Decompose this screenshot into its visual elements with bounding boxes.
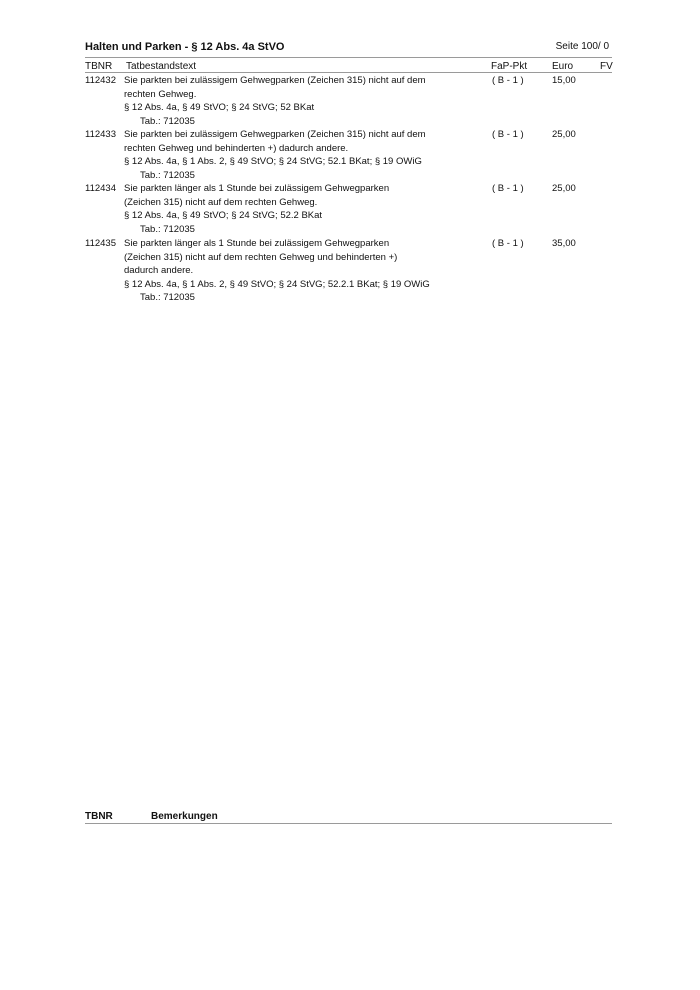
row-tbnr: 112434 [85, 183, 116, 194]
row-text-line: Sie parkten bei zulässigem Gehwegparken (Zeichen 315) nicht auf dem [124, 75, 426, 86]
row-description [124, 237, 454, 305]
row-tbnr: 112435 [85, 238, 116, 249]
column-header-euro: Euro [552, 61, 574, 72]
row-euro: 25,00 [552, 183, 576, 194]
page-title: Halten und Parken - § 12 Abs. 4a StVO [85, 41, 285, 53]
remarks-divider [85, 823, 612, 824]
row-points: ( B - 1 ) [492, 183, 524, 194]
row-points: ( B - 1 ) [492, 238, 524, 249]
row-description [124, 128, 454, 182]
remarks-label: Bemerkungen [151, 811, 218, 822]
column-header-fv: FV [600, 61, 613, 72]
row-text-line: (Zeichen 315) nicht auf dem rechten Gehweg und behinderten +) [124, 251, 398, 263]
row-tab-number: Tab.: 712035 [140, 115, 195, 127]
row-text-line: Sie parkten länger als 1 Stunde bei zulässigem Gehwegparken [124, 238, 390, 249]
row-tab-number: Tab.: 712035 [140, 169, 195, 181]
header-divider-top [85, 57, 612, 58]
row-text-line: Sie parkten länger als 1 Stunde bei zulässigem Gehwegparken [124, 183, 390, 194]
column-header-tbnr: TBNR [85, 61, 113, 72]
row-description [124, 74, 454, 128]
row-text-line: rechten Gehweg. [124, 88, 197, 100]
column-header-points: FaP-Pkt [491, 61, 528, 72]
page-number: Seite 100/ 0 [555, 41, 609, 52]
row-euro: 15,00 [552, 75, 576, 86]
remarks-tbnr-label: TBNR [85, 811, 113, 822]
row-tbnr: 112433 [85, 129, 116, 140]
row-tab-number: Tab.: 712035 [140, 292, 195, 303]
row-euro: 35,00 [552, 238, 576, 249]
row-legal-basis: § 12 Abs. 4a, § 1 Abs. 2, § 49 StVO; § 24 StVG; 52.1 BKat; § 19 OWiG [124, 156, 422, 167]
row-description [124, 182, 454, 236]
row-points: ( B - 1 ) [492, 75, 524, 86]
row-tbnr: 112432 [85, 75, 116, 86]
header-divider-bottom [85, 72, 612, 73]
column-header-text: Tatbestandstext [126, 61, 197, 72]
row-text-line: rechten Gehweg und behinderten +) dadurch andere. [124, 142, 349, 154]
row-legal-basis: § 12 Abs. 4a, § 49 StVO; § 24 StVG; 52.2 BKat [124, 210, 323, 221]
row-text-line: (Zeichen 315) nicht auf dem rechten Gehweg. [124, 196, 318, 208]
row-legal-basis: § 12 Abs. 4a, § 1 Abs. 2, § 49 StVO; § 24 StVG; 52.2.1 BKat; § 19 OWiG [124, 278, 430, 290]
row-legal-basis: § 12 Abs. 4a, § 49 StVO; § 24 StVG; 52 BKat [124, 102, 315, 113]
row-text-line: dadurch andere. [124, 265, 194, 276]
row-text-line: Sie parkten bei zulässigem Gehwegparken (Zeichen 315) nicht auf dem [124, 129, 426, 140]
row-points: ( B - 1 ) [492, 129, 524, 140]
row-tab-number: Tab.: 712035 [140, 223, 195, 235]
row-euro: 25,00 [552, 129, 576, 140]
